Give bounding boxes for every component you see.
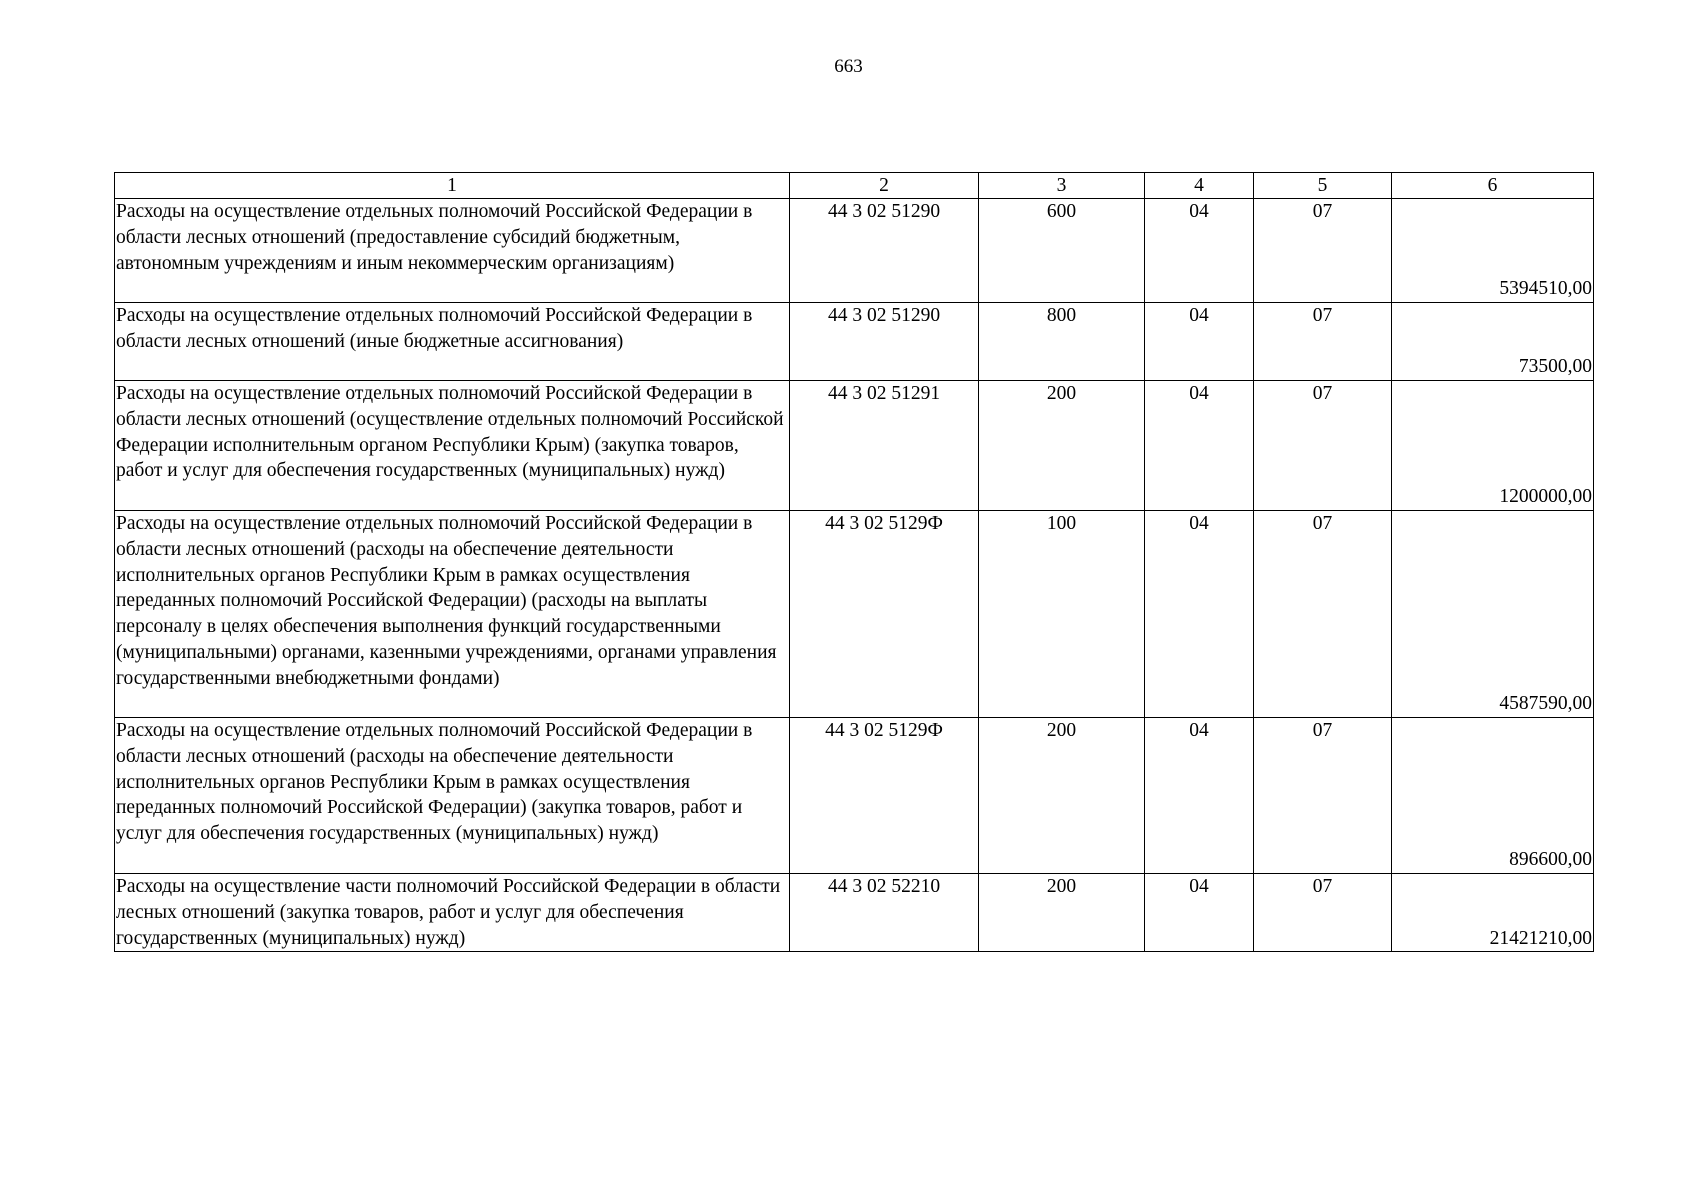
table-row — [115, 718, 1594, 874]
amount-cell: 4587590,00 — [1392, 511, 1594, 718]
column-header: 6 — [1392, 173, 1594, 199]
column-header: 3 — [979, 173, 1145, 199]
expense-type-code: 200 — [979, 381, 1145, 511]
table-row — [115, 874, 1594, 952]
subsection-code: 07 — [1254, 303, 1392, 381]
subsection-code: 07 — [1254, 381, 1392, 511]
row-description: Расходы на осуществление отдельных полномочий Российской Федерации в области лесных отношений (иные бюджетные ассигнования) — [115, 303, 790, 381]
expense-type-code: 200 — [979, 874, 1145, 952]
target-article-code: 44 3 02 5129Ф — [790, 718, 979, 874]
amount-cell: 1200000,00 — [1392, 381, 1594, 511]
target-article-code: 44 3 02 51291 — [790, 381, 979, 511]
table-row — [115, 381, 1594, 511]
expense-type-code: 600 — [979, 199, 1145, 303]
section-code: 04 — [1145, 303, 1254, 381]
section-code: 04 — [1145, 874, 1254, 952]
target-article-code: 44 3 02 51290 — [790, 199, 979, 303]
page-number: 663 — [834, 56, 863, 77]
column-header: 5 — [1254, 173, 1392, 199]
expense-type-code: 800 — [979, 303, 1145, 381]
expense-type-code: 200 — [979, 718, 1145, 874]
table-header-row — [115, 173, 1594, 199]
target-article-code: 44 3 02 51290 — [790, 303, 979, 381]
amount-cell: 21421210,00 — [1392, 874, 1594, 952]
subsection-code: 07 — [1254, 874, 1392, 952]
table-row — [115, 303, 1594, 381]
row-description: Расходы на осуществление отдельных полномочий Российской Федерации в области лесных отношений (расходы на обеспечение деятельности исполнительных органов Республики Крым в рамках осуществления переданных полномочий Российской Федерации) (расходы на выплаты персоналу в целях обеспечения выполнения функций государственными (муниципальными) органами, казенными учреждениями, органами управления государственными внебюджетными фондами) — [115, 511, 790, 718]
subsection-code: 07 — [1254, 199, 1392, 303]
section-code: 04 — [1145, 381, 1254, 511]
amount-cell: 896600,00 — [1392, 718, 1594, 874]
row-description: Расходы на осуществление отдельных полномочий Российской Федерации в области лесных отношений (осуществление отдельных полномочий Российской Федерации исполнительным органом Республики Крым) (закупка товаров, работ и услуг для обеспечения государственных (муниципальных) нужд) — [115, 381, 790, 511]
column-header: 1 — [115, 173, 790, 199]
column-header: 4 — [1145, 173, 1254, 199]
section-code: 04 — [1145, 511, 1254, 718]
row-description: Расходы на осуществление части полномочий Российской Федерации в области лесных отношений (закупка товаров, работ и услуг для обеспечения государственных (муниципальных) нужд) — [115, 874, 790, 952]
table-row — [115, 511, 1594, 718]
table-row — [115, 199, 1594, 303]
budget-table — [114, 172, 1594, 952]
subsection-code: 07 — [1254, 511, 1392, 718]
column-header: 2 — [790, 173, 979, 199]
amount-cell: 73500,00 — [1392, 303, 1594, 381]
section-code: 04 — [1145, 718, 1254, 874]
row-description: Расходы на осуществление отдельных полномочий Российской Федерации в области лесных отношений (предоставление субсидий бюджетным, автономным учреждениям и иным некоммерческим организациям) — [115, 199, 790, 303]
row-description: Расходы на осуществление отдельных полномочий Российской Федерации в области лесных отношений (расходы на обеспечение деятельности исполнительных органов Республики Крым в рамках осуществления переданных полномочий Российской Федерации) (закупка товаров, работ и услуг для обеспечения государственных (муниципальных) нужд) — [115, 718, 790, 874]
amount-cell: 5394510,00 — [1392, 199, 1594, 303]
section-code: 04 — [1145, 199, 1254, 303]
target-article-code: 44 3 02 5129Ф — [790, 511, 979, 718]
target-article-code: 44 3 02 52210 — [790, 874, 979, 952]
expense-type-code: 100 — [979, 511, 1145, 718]
subsection-code: 07 — [1254, 718, 1392, 874]
